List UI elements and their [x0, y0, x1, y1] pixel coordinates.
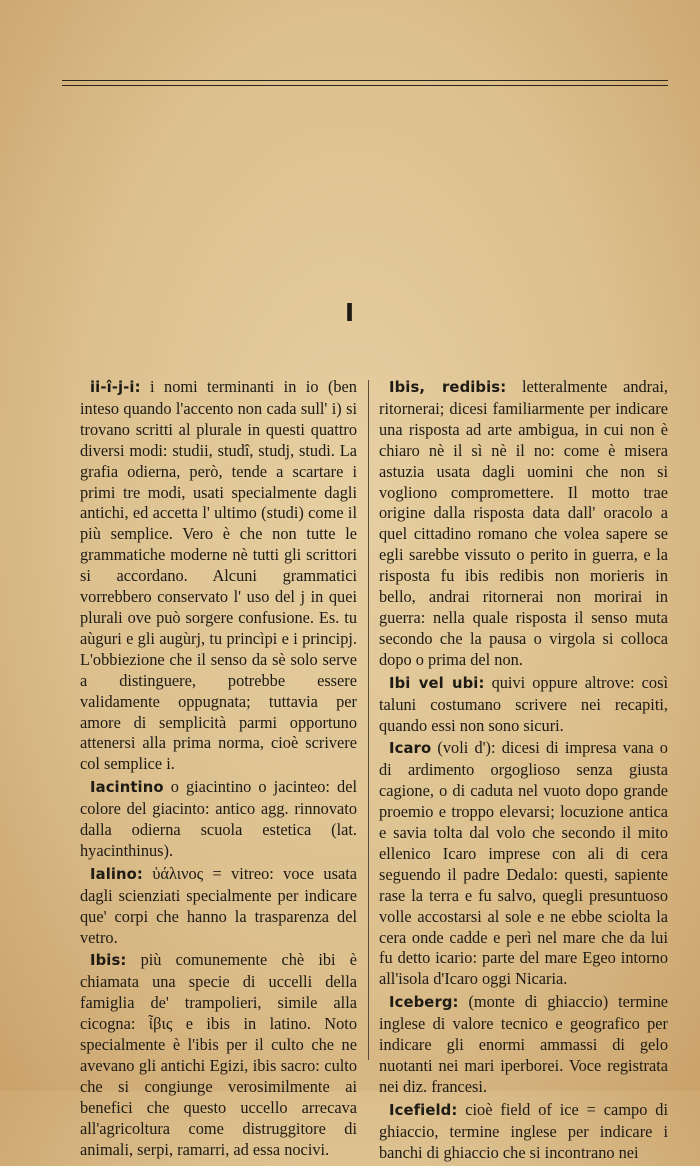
- entry-text: (voli d'): dicesi di impresa vana o di ardimento orgoglioso senza giusta cagione, o di caduta nel vuoto dopo grande proemio e troppo elevarsi; locuzione antica e savia tolta dal volo che secondo il mito ellenico Icaro imprese con ali di cera seguendo il padre Dedalo: questi, sapiente rase la terra e fu salvo, quegli presuntuoso volle accostarsi al sole e ne ebbe sciolta la cera onde cadde e perì nel mare che da lui fu detto icario: parte del mare Egeo intorno all'isola d'Icaro oggi Nicaria.: [379, 738, 668, 989]
- entry-text: i nomi terminanti in io (ben inteso quando l'accento non cada sull' i) si trovano scritti al plurale in questi quattro diversi modi: studii, studî, studj, studi. La grafia odierna, però, tende a scartare i primi tre modi, usati specialmente dagli antichi, ed accetta l' ultimo (studi) come il più semplice. Vero è che non tutte le grammatiche moderne nè tutti gli scrittori si accordano. Alcuni grammatici vorrebbero conservato l' uso del j in quei plurali ove può sorgere confusione. Es. tu aùguri e gli augùrj, tu princìpi e i principj. L'obbiezione che il senso da sè solo serve a distinguere, potrebbe essere validamente oppugnata; tuttavia per amore di semplicità parmi opportuno attenersi alla prima norma, cioè scrivere col semplice i.: [80, 377, 357, 774]
- entry-headword: Icaro: [389, 740, 432, 758]
- dictionary-entry: [80, 950, 357, 1160]
- dictionary-entry: [379, 738, 668, 990]
- entry-text: più comunemente chè ibi è chiamata una specie di uccelli della famiglia de' trampolieri, simile alla cicogna: ἶβις e ibis in latino. Noto specialmente è l'ibis per il culto che ne avevano gli antichi Egizi, ibis sacro: culto che si congiunge verosimilmente ai benefici che questo uccello arrecava all'agricoltura come distruggitore di animali, serpi, ramarri, ad essa nocivi.: [80, 950, 357, 1159]
- entry-text: (monte di ghiaccio) termine inglese di valore tecnico e geografico per indicare gli enormi ammassi di gelo nuotanti nei mari iperborei. Voce registrata nei diz. francesi.: [379, 992, 668, 1096]
- entry-headword: Ibi vel ubi:: [389, 674, 485, 692]
- entry-headword: Iacintino: [90, 779, 164, 797]
- entry-text: ὑάλινος = vitreo: voce usata dagli scienziati specialmente per indicare que' corpi che hanno la trasparenza del vetro.: [80, 863, 357, 947]
- dictionary-entry: [379, 377, 668, 671]
- right-column: [379, 377, 668, 1166]
- section-letter: I: [344, 298, 356, 327]
- dictionary-entry: [379, 1100, 668, 1164]
- entry-text: quivi oppure altrove: così taluni costumano scrivere nei recapiti, quando essi non sono sicuri.: [379, 672, 668, 735]
- dictionary-entry: [80, 377, 357, 775]
- dictionary-entry: [379, 673, 668, 737]
- entry-headword: Ibis:: [90, 952, 127, 970]
- entry-text: o giacintino o jacinteo: del colore del giacinto: antico agg. rinnovato dalla odierna scuola estetica (lat. hyacinthinus).: [80, 777, 357, 860]
- entry-headword: Ibis, redibis:: [389, 379, 507, 396]
- entry-headword: Iceberg:: [389, 994, 459, 1012]
- entry-text: cioè field of ice = campo di ghiaccio, termine inglese per indicare i banchi di ghiaccio che si incontrano nei: [379, 1099, 668, 1162]
- entry-headword: Icefield:: [389, 1101, 458, 1119]
- dictionary-entry: [80, 777, 357, 862]
- dictionary-entry: [379, 992, 668, 1098]
- header-rule-thin: [62, 85, 668, 86]
- left-column: [80, 377, 357, 1163]
- dictionary-entry: [80, 864, 357, 949]
- column-divider: [368, 380, 369, 1060]
- entry-headword: ii-î-j-i:: [90, 379, 141, 396]
- entry-headword: Ialino:: [90, 865, 143, 883]
- entry-text: letteralmente andrai, ritornerai; dicesi familiarmente per indicare una risposta ad arte ambigua, in cui non è chiaro nè il sì nè il no: come è misera astuzia usata dagli uomini che non si vogliono compromettere. Il motto trae origine dalla risposta data dall' oracolo a quel cittadino romano che volea sapere se egli sarebbe vissuto o perito in guerra, e la risposta fu ibis redibis non morieris in bello, andrai ritornerai non morirai in guerra: nella quale risposta il senso muta secondo che la pausa o virgola si colloca dopo o prima del non.: [379, 377, 668, 669]
- header-rule: [62, 80, 668, 81]
